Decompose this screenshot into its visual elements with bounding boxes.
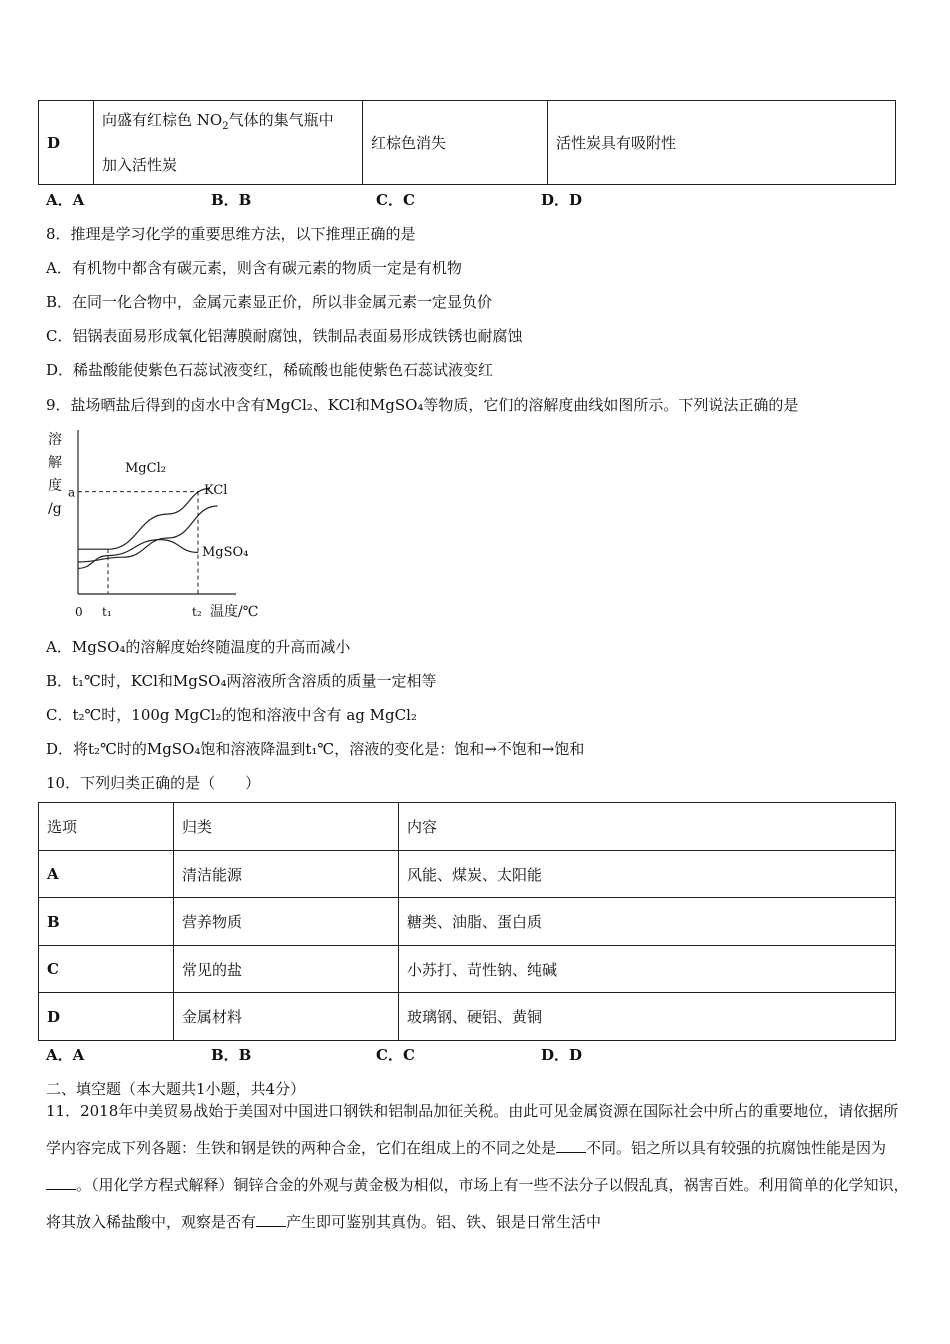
q7-option-d[interactable]: D．D bbox=[541, 191, 583, 209]
q11-part3: 。（用化学方程式解释）铜锌合金的外观与黄金极为相似，市场上有一些不法分子以假乱真，祸害百姓。利用简单的化学知识，将其放入稀盐酸中，观察是否有 bbox=[46, 1176, 909, 1231]
q10-cell-category: 常见的盐 bbox=[174, 946, 399, 993]
q7-option-a[interactable]: A．A bbox=[46, 191, 85, 209]
table-row bbox=[39, 851, 896, 898]
q7-operation-text: 向盛有红棕色 NO bbox=[102, 111, 223, 129]
q11-blank-2[interactable] bbox=[46, 1175, 76, 1190]
q11-text bbox=[46, 1093, 912, 1241]
series-line-2 bbox=[78, 540, 198, 569]
q8-option-b[interactable]: B．在同一化合物中，金属元素显正价，所以非金属元素一定显负价 bbox=[46, 293, 493, 311]
x-tick-t2: t₂ bbox=[192, 605, 202, 619]
q9-stem: 9．盐场晒盐后得到的卤水中含有MgCl₂、KCl和MgSO₄等物质，它们的溶解度曲线如图所示。下列说法正确的是 bbox=[46, 396, 799, 414]
q11-part1: 11．2018年中美贸易战始于美国对中国进口钢铁和铝制品加征关税。由此可见金属资源在国际社会中所占的重要地位，请依据所学内容完成下列各题：生铁和钢是铁的两种合金，它们在组成上的不同之处是 bbox=[46, 1102, 899, 1157]
q11-part4: 产生即可鉴别其真伪。铝、铁、银是日常生活中 bbox=[286, 1213, 602, 1231]
q10-option-b[interactable]: B．B bbox=[211, 1046, 252, 1064]
q10-cell-label: C bbox=[39, 946, 174, 993]
q7-row-label: D bbox=[39, 101, 94, 185]
q10-table bbox=[38, 802, 896, 1041]
q8-option-c[interactable]: C．铝锅表面易形成氧化铝薄膜耐腐蚀，铁制品表面易形成铁锈也耐腐蚀 bbox=[46, 327, 523, 345]
q10-header-category: 归类 bbox=[174, 803, 399, 851]
q8-stem: 8．推理是学习化学的重要思维方法，以下推理正确的是 bbox=[46, 225, 416, 243]
y-axis-label-char: 解 bbox=[48, 455, 62, 471]
q10-cell-content: 风能、煤炭、太阳能 bbox=[399, 851, 896, 898]
q11-blank-1[interactable] bbox=[556, 1138, 586, 1153]
q7-conclusion-cell: 活性炭具有吸附性 bbox=[548, 101, 896, 185]
q8-option-a[interactable]: A．有机物中都含有碳元素，则含有碳元素的物质一定是有机物 bbox=[46, 259, 462, 277]
series-label-0: MgCl₂ bbox=[125, 461, 166, 476]
q7-table bbox=[38, 100, 896, 185]
q10-cell-category: 清洁能源 bbox=[174, 851, 399, 898]
q10-cell-label: B bbox=[39, 898, 174, 946]
q10-cell-content: 糖类、油脂、蛋白质 bbox=[399, 898, 896, 946]
table-row bbox=[39, 946, 896, 993]
series-line-0 bbox=[78, 488, 210, 549]
q10-option-d[interactable]: D．D bbox=[541, 1046, 583, 1064]
y-mark-a: a bbox=[68, 485, 76, 500]
x-axis-label: 温度/℃ bbox=[210, 604, 259, 620]
x-tick-t1: t₁ bbox=[102, 605, 112, 619]
q10-cell-category: 金属材料 bbox=[174, 993, 399, 1041]
q8-option-d[interactable]: D．稀盐酸能使紫色石蕊试液变红，稀硫酸也能使紫色石蕊试液变红 bbox=[46, 361, 494, 379]
q10-option-a[interactable]: A．A bbox=[46, 1046, 85, 1064]
q9-option-d[interactable]: D．将t₂℃时的MgSO₄饱和溶液降温到t₁℃，溶液的变化是：饱和→不饱和→饱和 bbox=[46, 740, 585, 758]
q7-operation-text-2: 气体的集气瓶中 bbox=[228, 111, 334, 129]
q7-operation-line2: 加入活性炭 bbox=[102, 156, 178, 174]
q9-option-b[interactable]: B．t₁℃时，KCl和MgSO₄两溶液所含溶质的质量一定相等 bbox=[46, 672, 437, 690]
q9-option-a[interactable]: A．MgSO₄的溶解度始终随温度的升高而减小 bbox=[46, 638, 351, 656]
q10-cell-category: 营养物质 bbox=[174, 898, 399, 946]
solubility-chart bbox=[44, 424, 259, 622]
q10-header-content: 内容 bbox=[399, 803, 896, 851]
q11-blank-3[interactable] bbox=[256, 1212, 286, 1227]
q10-cell-content: 玻璃钢、硬铝、黄铜 bbox=[399, 993, 896, 1041]
q7-phenomenon-cell: 红棕色消失 bbox=[363, 101, 548, 185]
y-axis-label-char: 溶 bbox=[48, 432, 62, 448]
q10-header-option: 选项 bbox=[39, 803, 174, 851]
series-label-1: KCl bbox=[204, 483, 228, 498]
q10-header-row bbox=[39, 803, 896, 851]
series-label-2: MgSO₄ bbox=[202, 545, 249, 560]
q7-operation-cell bbox=[94, 101, 363, 185]
q10-stem: 10．下列归类正确的是（ ） bbox=[46, 774, 261, 792]
q10-option-c[interactable]: C．C bbox=[376, 1046, 415, 1064]
y-axis-label-char: /g bbox=[48, 501, 62, 517]
q7-option-b[interactable]: B．B bbox=[211, 191, 252, 209]
q11-part2: 不同。铝之所以具有较强的抗腐蚀性能是因为 bbox=[586, 1139, 887, 1157]
q10-cell-label: D bbox=[39, 993, 174, 1041]
q7-option-c[interactable]: C．C bbox=[376, 191, 415, 209]
section-title: 二、填空题（本大题共1小题，共4分） bbox=[46, 1080, 306, 1098]
table-row bbox=[39, 993, 896, 1041]
y-axis-label-char: 度 bbox=[48, 478, 62, 494]
q7-operation-subscript: 2 bbox=[222, 121, 229, 132]
origin-label: 0 bbox=[75, 605, 83, 619]
q9-option-c[interactable]: C．t₂℃时，100g MgCl₂的饱和溶液中含有 ag MgCl₂ bbox=[46, 706, 417, 724]
q10-cell-label: A bbox=[39, 851, 174, 898]
table-row bbox=[39, 898, 896, 946]
q10-cell-content: 小苏打、苛性钠、纯碱 bbox=[399, 946, 896, 993]
series-line-1 bbox=[78, 506, 218, 562]
